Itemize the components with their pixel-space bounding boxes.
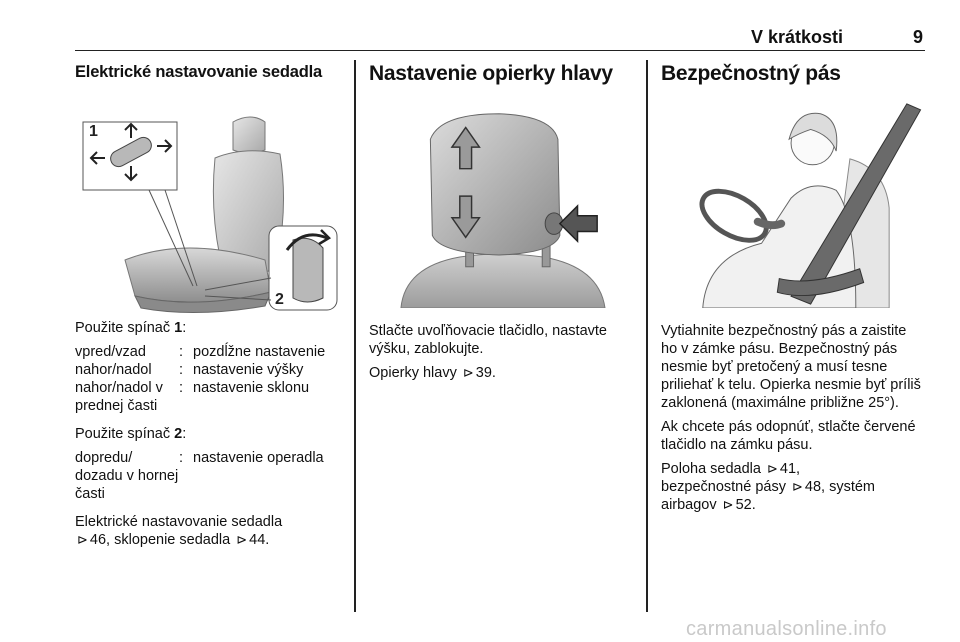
xref-icon: ⊳ [791,479,803,494]
seat-drawing [75,110,340,318]
seat-text [75,319,340,555]
seatbelt-text [661,322,926,520]
fig-label-1: 1 [89,123,98,140]
table-row: nahor/nadol v prednej časti : nastavenie sklonu [75,380,310,414]
fig-label-2: 2 [275,291,284,308]
switch2-table [75,449,324,503]
page-header [75,27,925,51]
headrest-xref: Opierky hlavy ⊳ 39. [369,365,496,381]
seatbelt-p2: Ak chcete pás odopnúť, stlačte červené tlačidlo na zámku pásu. [661,419,916,453]
column-divider [646,60,648,612]
switch1-intro: Použite spínač 1: [75,320,187,336]
heading-seat-adjustment: Elektrické nastavovanie sedadla [75,63,322,81]
seat-illustration [75,110,340,318]
seatbelt-xref: Poloha sedadla ⊳ 41, bezpečnostné pásy ⊳ 48, systém airbagov ⊳ 52. [661,461,875,513]
watermark: carmanualsonline.info [686,618,887,640]
table-row: dopredu/ dozadu v hornej časti : nastavenie operadla [75,450,324,502]
xref-icon: ⊳ [77,532,88,547]
xref-icon: ⊳ [767,461,778,476]
headrest-illustration [369,100,634,308]
headrest-drawing [369,100,634,308]
xref-icon: ⊳ [462,365,474,380]
xref-icon: ⊳ [722,497,734,512]
seat-xref: Elektrické nastavovanie sedadla ⊳ 46, sklopenie sedadla ⊳ 44. [75,514,283,548]
switch2-intro: Použite spínač 2: [75,426,187,442]
seatbelt-illustration [661,100,926,308]
headrest-text [369,322,634,388]
column-seat-adjustment [75,60,340,548]
column-headrest [369,60,634,381]
seatbelt-drawing [661,100,926,308]
column-seatbelt [661,60,926,513]
xref-icon: ⊳ [236,532,248,547]
section-title: V krátkosti [750,27,843,47]
heading-headrest: Nastavenie opierky hlavy [369,62,613,85]
switch1-table [75,343,325,415]
table-row: vpred/vzad : pozdĺžne nastavenie [75,344,326,360]
seatbelt-p1: Vytiahnite bezpečnostný pás a zaistite ho v zámke pásu. Bezpečnostný pás nesmie byť pretočený a musí tesne priliehať k telu. Opierka nesmie byť príliš zaklonená (maximálne približne 25°). [661,323,921,411]
heading-seatbelt: Bezpečnostný pás [661,62,841,85]
headrest-instruction: Stlačte uvoľňovacie tlačidlo, nastavte výšku, zablokujte. [369,323,607,357]
page-number: 9 [912,27,923,47]
table-row: nahor/nadol : nastavenie výšky [75,362,304,378]
column-divider [354,60,356,612]
